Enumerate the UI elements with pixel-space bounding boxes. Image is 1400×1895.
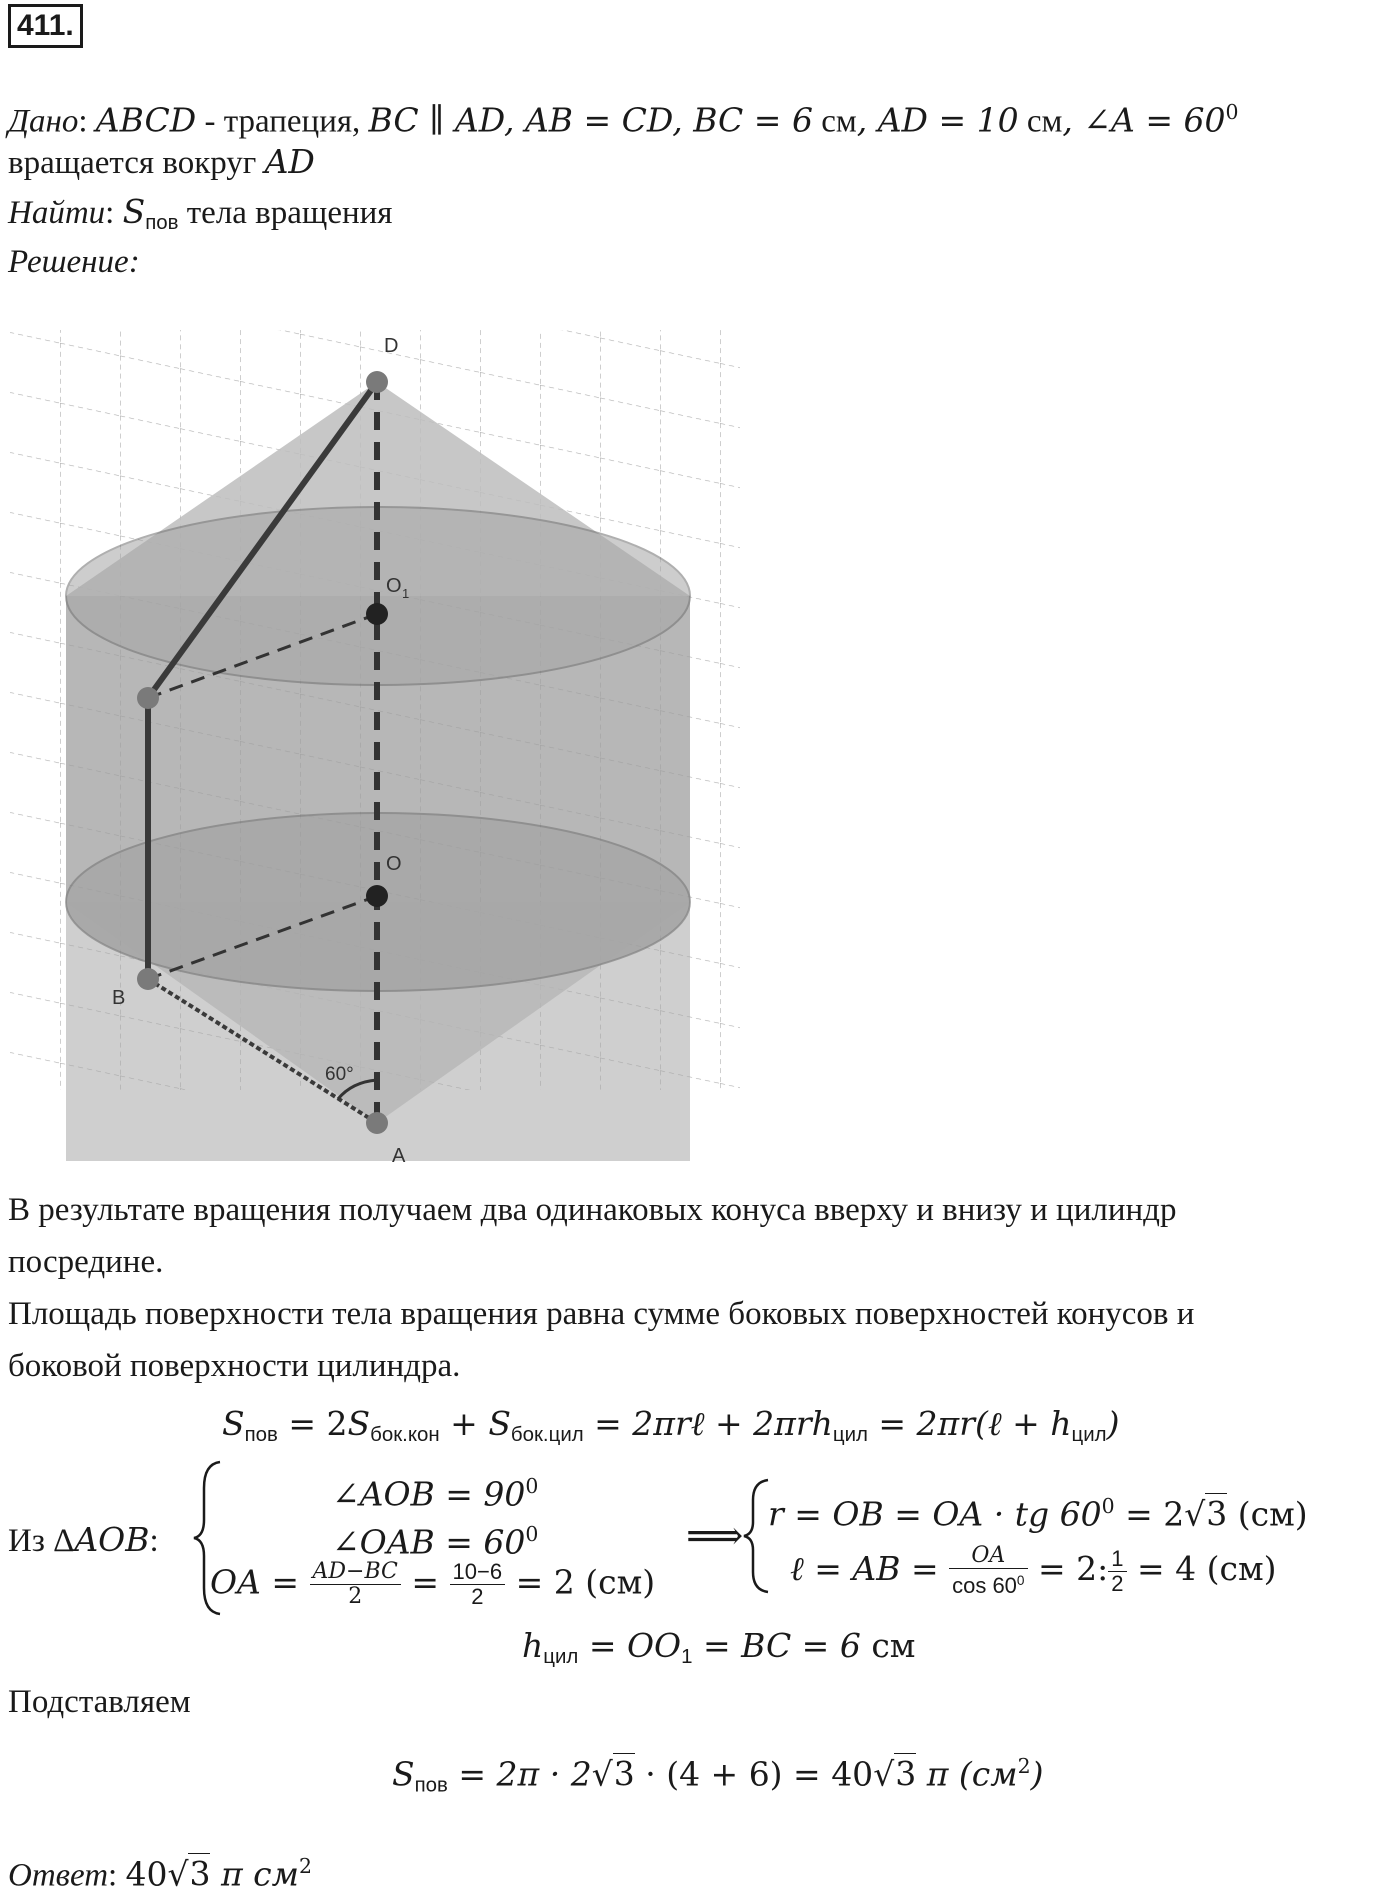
r-unit: (см) — [1227, 1494, 1308, 1534]
fraction-half — [1108, 1547, 1126, 1596]
r-radicand: 3 — [1206, 1494, 1228, 1534]
final-radicand-2: 3 — [895, 1754, 917, 1794]
paragraph-1: В результате вращения получаем два одинаковых конуса вверху и внизу и цилиндр — [8, 1192, 1177, 1228]
sqrt-sign: √ — [167, 1854, 189, 1894]
eq-plus: + — [439, 1404, 489, 1443]
point-o — [366, 885, 388, 907]
given-degree: 0 — [1225, 100, 1239, 124]
answer-sup: 2 — [299, 1854, 313, 1878]
final-d: ) — [1030, 1754, 1044, 1794]
system-prefix — [8, 1520, 159, 1561]
eq-s3-sub: бок.цил — [510, 1423, 584, 1447]
given-unit-2: см — [1018, 103, 1063, 140]
l-line-a: ℓ = AB = — [790, 1549, 950, 1589]
label-o1-sub: 1 — [402, 586, 410, 601]
final-a: = 2π · 2 — [447, 1754, 592, 1794]
answer-a: 40 — [125, 1854, 168, 1894]
equation-final — [392, 1746, 1044, 1805]
given-formula-ad: , AD = 10 — [856, 100, 1019, 140]
substitute-label: Подставляем — [8, 1684, 191, 1720]
given-rotation-text: вращается вокруг — [8, 145, 265, 181]
r-line-a: r = OB = OA · tg 60 — [768, 1494, 1102, 1534]
find-s: S — [122, 192, 146, 231]
equation-height — [522, 1626, 915, 1677]
system-line1-text: ∠AOB = 90 — [332, 1474, 526, 1514]
point-a — [366, 1112, 388, 1134]
paragraph-1b: посредине. — [8, 1244, 164, 1280]
system-line-1 — [332, 1466, 538, 1514]
given-formula-abcd: ABCD — [95, 100, 197, 140]
frac4-num: 1 — [1108, 1547, 1126, 1572]
given-line-1: Дано: ABCD - трапеция, BC ∥ AD, AB = CD, BC = 6 см, AD = 10 см, ∠A = $60^0$ — [8, 100, 1239, 140]
answer-label: Ответ — [8, 1857, 109, 1894]
answer-colon: : — [108, 1857, 126, 1894]
solution-label: Решение: — [8, 244, 140, 280]
frac4-den: 2 — [1111, 1570, 1124, 1596]
point-d — [366, 371, 388, 393]
frac2-den: 2 — [471, 1584, 484, 1609]
given-formula-angle: , ∠A = 60 — [1062, 100, 1226, 140]
system-line2-text: ∠OAB = 60 — [332, 1522, 526, 1562]
paragraph-2b: боковой поверхности цилиндра. — [8, 1348, 461, 1384]
system-line1-deg: 0 — [525, 1474, 539, 1498]
system-colon: : — [149, 1523, 159, 1559]
eq-s2: S — [347, 1404, 371, 1443]
l-line-b: = 2: — [1027, 1549, 1109, 1589]
system-prefix-formula: AOB — [74, 1520, 150, 1559]
final-c: π (см — [916, 1754, 1018, 1794]
final-s-sub: пов — [414, 1773, 448, 1797]
system-prefix-text: Из Δ — [8, 1523, 75, 1559]
height-h: h — [522, 1626, 544, 1665]
fraction-oa-cos — [949, 1544, 1027, 1598]
frac3-den: cos 60 — [952, 1573, 1017, 1599]
point-o1 — [366, 603, 388, 625]
find-s-sub: пов — [145, 211, 179, 235]
r-deg: 0 — [1101, 1494, 1115, 1518]
height-oo-sub: 1 — [681, 1645, 693, 1669]
sqrt-sign: √ — [591, 1754, 613, 1794]
find-line: Найти: $S_{пов}$ тела вращения — [8, 192, 393, 235]
frac1-den: 2 — [348, 1584, 363, 1609]
result-l — [790, 1544, 1277, 1598]
eq-s: S — [222, 1404, 245, 1443]
implies-arrow: ⟹ — [686, 1513, 744, 1558]
sqrt-sign: √ — [873, 1754, 895, 1794]
system-line-3 — [210, 1560, 655, 1609]
fraction-10-6 — [450, 1560, 506, 1609]
final-radicand: 3 — [613, 1754, 635, 1794]
final-sup: 2 — [1017, 1754, 1031, 1778]
eq-close: ) — [1106, 1404, 1120, 1443]
label-o: O — [386, 853, 402, 875]
frac3-num: OA — [949, 1544, 1027, 1569]
given-label: Дано — [8, 103, 79, 140]
height-rest2: = BC = 6 — [692, 1626, 861, 1665]
eq-h2-sub: цил — [1071, 1423, 1107, 1447]
given-rotation-axis: AD — [264, 142, 315, 181]
frac1-num: AD−BC — [310, 1560, 401, 1585]
label-d: D — [384, 335, 399, 357]
label-o1: O — [386, 575, 402, 597]
frac2-num: 10−6 — [450, 1560, 506, 1585]
eq-part1: = 2 — [277, 1404, 348, 1443]
answer-b: π см — [210, 1854, 299, 1894]
result-r — [768, 1486, 1308, 1534]
r-line-b: = 2 — [1114, 1494, 1185, 1534]
point-c — [137, 687, 159, 709]
system-line3-a: OA = — [210, 1562, 310, 1602]
answer-line — [8, 1846, 312, 1895]
point-b — [137, 968, 159, 990]
frac3-den-deg: 0 — [1016, 1573, 1025, 1588]
given-line-2 — [8, 142, 315, 183]
system-line2-deg: 0 — [525, 1522, 539, 1546]
system-line3-b: = 2 (см) — [505, 1562, 656, 1602]
l-line-c: = 4 (см) — [1126, 1549, 1277, 1589]
label-b: B — [112, 987, 126, 1009]
system-eq: = — [400, 1562, 450, 1602]
problem-number: 411. — [8, 4, 83, 48]
fraction-ad-bc — [310, 1560, 401, 1609]
solid-of-revolution-figure — [0, 270, 760, 1180]
find-text: тела вращения — [178, 195, 393, 231]
given-unit-1: см — [812, 103, 857, 140]
height-unit: см — [860, 1626, 916, 1665]
label-angle: 60° — [325, 1064, 354, 1085]
given-text-trapezoid: - трапеция, — [196, 103, 369, 140]
eq-part2: = 2πrℓ + 2πrh — [583, 1404, 833, 1443]
given-formula-bc: BC ∥ AD, AB = CD, BC = 6 — [368, 100, 813, 140]
sqrt-sign: √ — [1184, 1494, 1206, 1534]
find-label: Найти — [8, 195, 106, 231]
eq-s3: S — [488, 1404, 511, 1443]
paragraph-2: Площадь поверхности тела вращения равна сумме боковых поверхностей конусов и — [8, 1296, 1195, 1332]
eq-s2-sub: бок.кон — [370, 1423, 440, 1447]
height-h-sub: цил — [543, 1645, 579, 1669]
answer-radicand: 3 — [189, 1854, 211, 1894]
system-line-2 — [332, 1514, 538, 1562]
eq-part3: = 2πr(ℓ + h — [867, 1404, 1072, 1443]
final-b: · (4 + 6) = 40 — [634, 1754, 874, 1794]
final-s: S — [392, 1754, 415, 1794]
label-a: A — [392, 1145, 406, 1167]
eq-h-sub: цил — [832, 1423, 868, 1447]
equation-surface — [222, 1404, 1119, 1455]
height-rest: = OO — [578, 1626, 682, 1665]
eq-s-sub: пов — [244, 1423, 278, 1447]
solution-label-text: Решение — [8, 244, 129, 280]
